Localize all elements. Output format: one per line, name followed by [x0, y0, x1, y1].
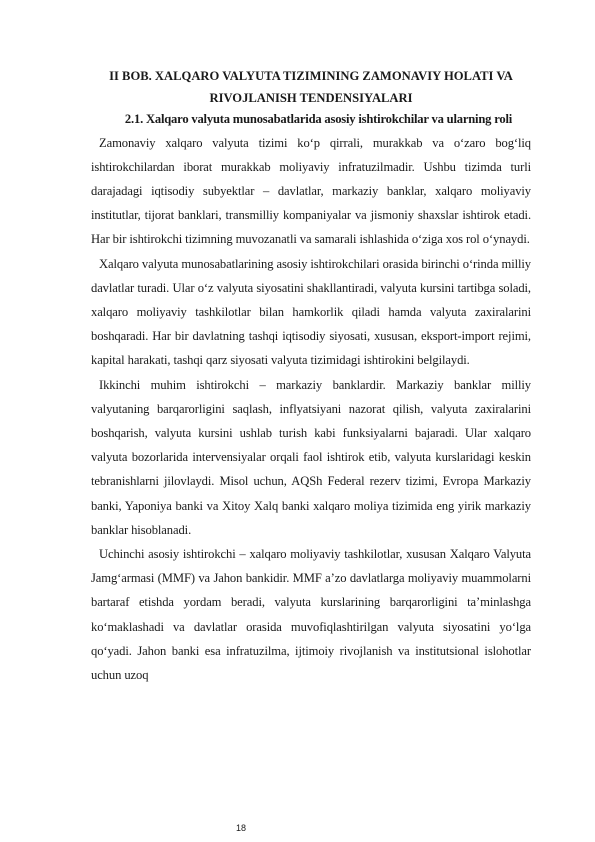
- chapter-title: II BOB. XALQARO VALYUTA TIZIMINING ZAMONAVIY HOLATI VA RIVOJLANISH TENDENSIYALARI: [109, 69, 513, 105]
- document-page: [91, 66, 531, 687]
- body-paragraph: Zamonaviy xalqaro valyuta tizimi ko‘p qirrali, murakkab va o‘zaro bog‘liq ishtirokchilardan iborat murakkab moliyaviy infratuzilmadir. Ushbu tizimda turli darajadagi iqtisodiy subyektlar – davlatlar, markaziy banklar, xalqaro moliyaviy institutlar, tijorat banklari, transmilliy kompaniyalar va jismoniy shaxslar ishtirok etadi. Har bir ishtirokchi tizimning muvozanatli va samarali ishlashida o‘ziga xos rol o‘ynaydi.: [91, 135, 531, 247]
- page-number: 18: [236, 823, 247, 833]
- body-paragraph: Xalqaro valyuta munosabatlarining asosiy ishtirokchilari orasida birinchi o‘rinda milliy davlatlar turadi. Ular o‘z valyuta siyosatini shakllantiradi, valyuta kursini tartibga soladi, xalqaro moliyaviy tashkilotlar bilan hamkorlik qiladi hamda valyuta zaxiralarini boshqaradi. Har bir davlatning tashqi iqtisodiy siyosati, xususan, eksport-import rejimi, kapital harakati, tashqi qarz siyosati valyuta tizimidagi ishtirokini belgilaydi.: [91, 256, 531, 368]
- section-title: 2.1. Xalqaro valyuta munosabatlarida asosiy ishtirokchilar va ularning roli: [124, 112, 513, 126]
- body-paragraph: Uchinchi asosiy ishtirokchi – xalqaro moliyaviy tashkilotlar, xususan Xalqaro Valyuta Jamg‘armasi (MMF) va Jahon bankidir. MMF a’zo davlatlarga moliyaviy muammolarni bartaraf etishda yordam beradi, valyuta kurslarining barqarorligini ta’minlashga ko‘maklashadi va davlatlar orasida muvofiqlashtirilgan valyuta siyosatini yo‘lga qo‘yadi. Jahon banki esa infratuzilma, ijtimoiy rivojlanish va institutsional islohotlar uchun uzoq: [91, 546, 531, 682]
- body-paragraph: Ikkinchi muhim ishtirokchi – markaziy banklardir. Markaziy banklar milliy valyutaning barqarorligini saqlash, inflyatsiyani nazorat qilish, valyuta zaxiralarini boshqarish, valyuta kursini ushlab turish kabi funksiyalarni bajaradi. Ular xalqaro valyuta bozorlarida intervensiyalar orqali faol ishtirok etib, valyuta kurslaridagi keskin tebranishlarni jilovlaydi. Misol uchun, AQSh Federal rezerv tizimi, Evropa Markaziy banki, Yaponiya banki va Xitoy Xalq banki xalqaro moliya tizimida eng yirik markaziy banklar hisoblanadi.: [91, 377, 531, 537]
